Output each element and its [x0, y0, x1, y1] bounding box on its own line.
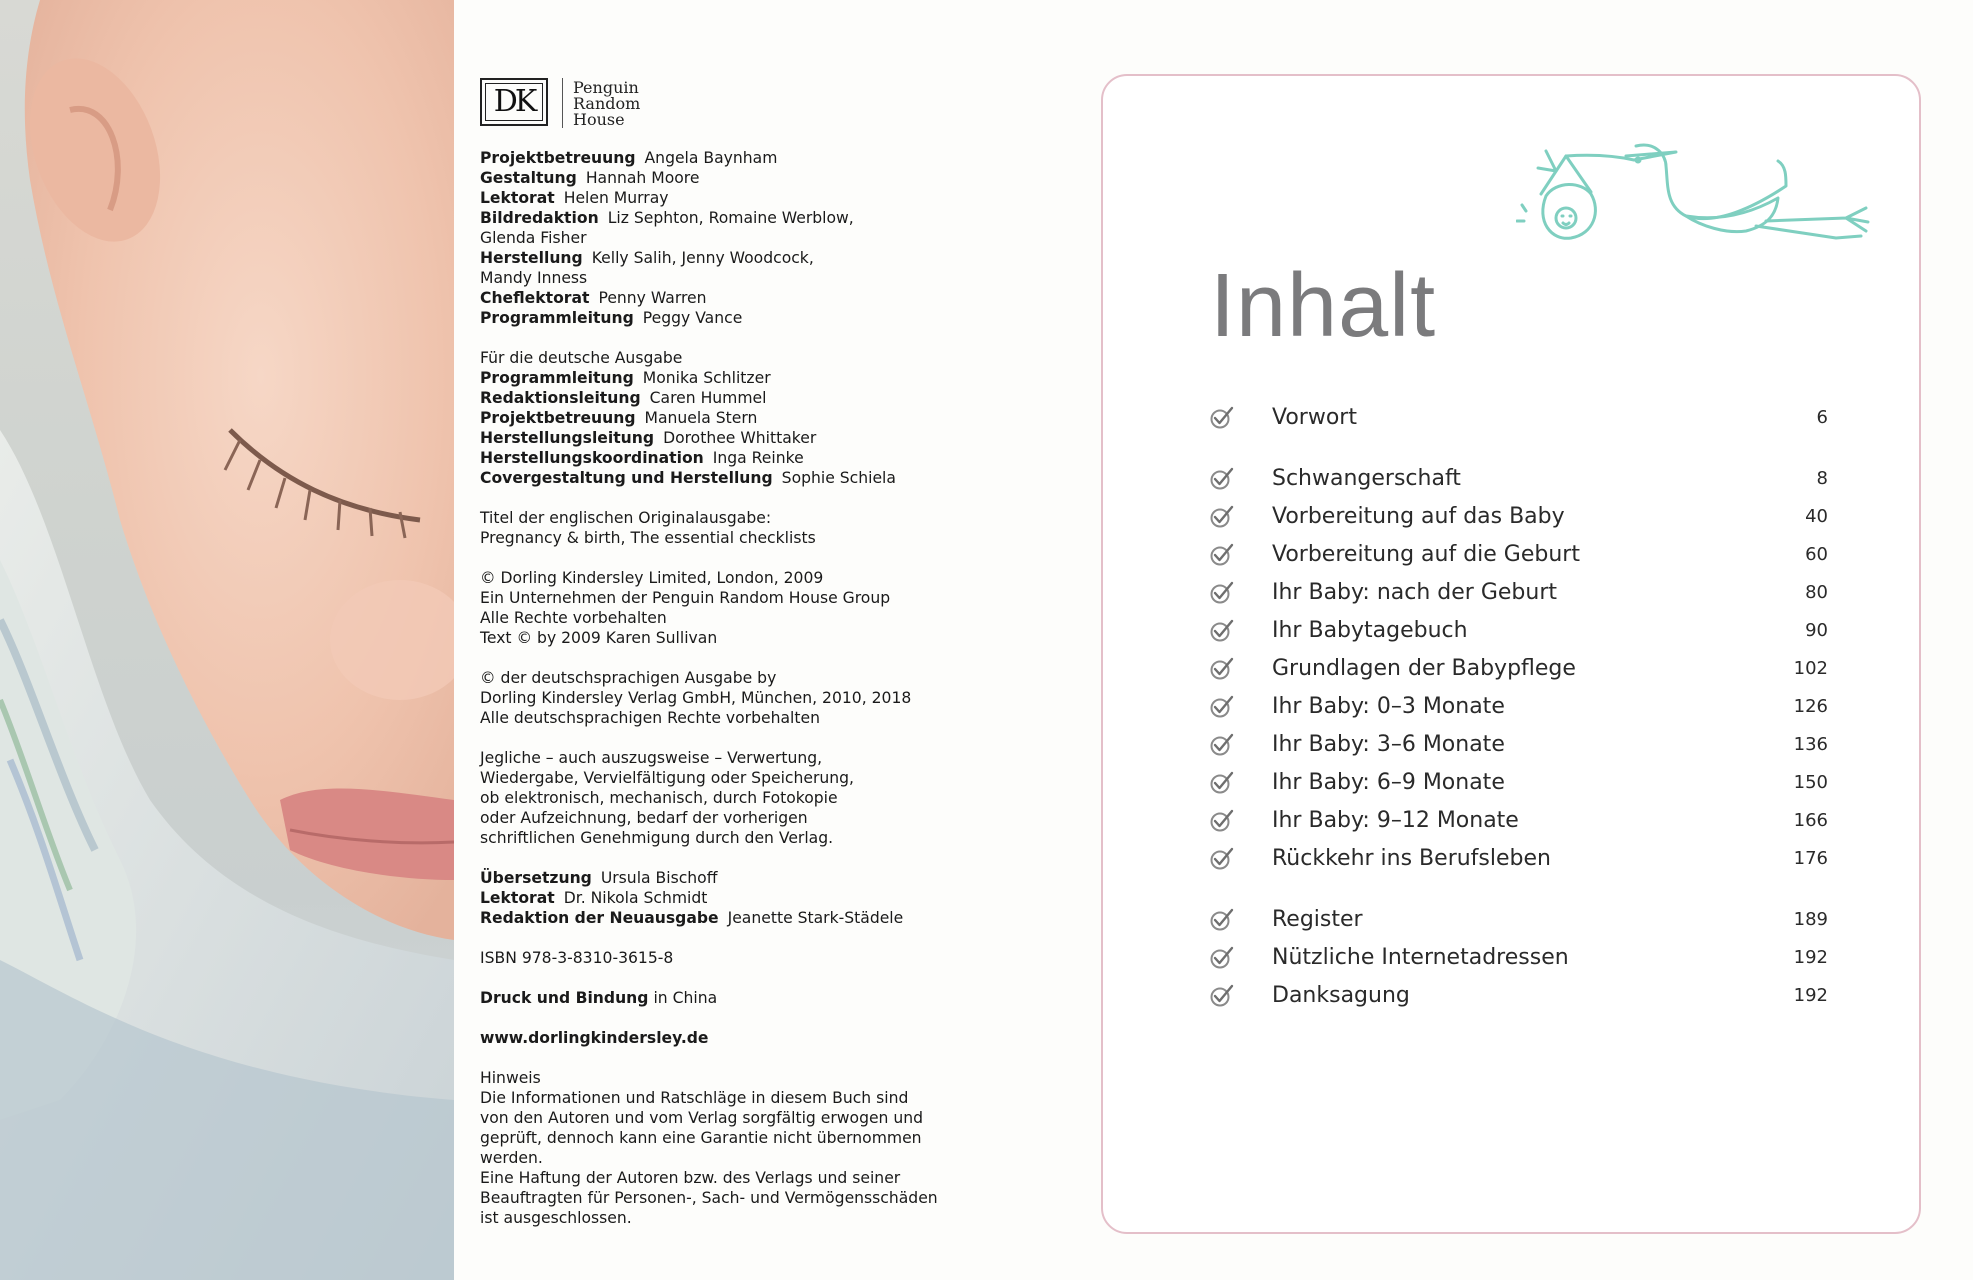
- toc-entry-page: 166: [1793, 809, 1828, 831]
- toc-entry[interactable]: [1208, 938, 1828, 976]
- toc-entry[interactable]: [1208, 900, 1828, 938]
- toc-entry[interactable]: [1208, 763, 1828, 801]
- checkmark-icon: [1208, 692, 1236, 720]
- checkmark-icon: [1208, 844, 1236, 872]
- toc-entry-label: Ihr Baby: 3–6 Monate: [1272, 731, 1505, 757]
- notice-heading: Hinweis: [480, 1069, 541, 1087]
- credit-line: Programmleitung Peggy Vance: [480, 309, 743, 327]
- toc-entry[interactable]: [1208, 839, 1828, 877]
- checkmark-icon: [1208, 540, 1236, 568]
- table-of-contents: [1208, 398, 1828, 1014]
- toc-entry-label: Vorwort: [1272, 404, 1357, 430]
- toc-entry[interactable]: [1208, 725, 1828, 763]
- toc-entry-label: Ihr Baby: 9–12 Monate: [1272, 807, 1519, 833]
- isbn: [480, 948, 920, 968]
- text-line: Jegliche – auch auszugsweise – Verwertung,: [480, 749, 823, 767]
- toc-entry-label: Nützliche Internetadressen: [1272, 944, 1569, 970]
- baby-photo: [0, 0, 454, 1280]
- publisher-logo: [480, 78, 920, 134]
- toc-entry-page: 150: [1793, 771, 1828, 793]
- checkmark-icon: [1208, 981, 1236, 1009]
- checkmark-icon: [1208, 806, 1236, 834]
- sleeping-baby-illustration: [0, 0, 454, 1280]
- copyright-uk: [480, 568, 920, 648]
- text-line: Text © by 2009 Karen Sullivan: [480, 629, 718, 647]
- stork-carrying-baby-icon: [1516, 126, 1886, 256]
- toc-entry-page: 192: [1793, 946, 1828, 968]
- toc-entry-label: Ihr Baby: nach der Geburt: [1272, 579, 1557, 605]
- checkmark-icon: [1208, 905, 1236, 933]
- credit-line: Herstellungsleitung Dorothee Whittaker: [480, 429, 817, 447]
- german-edition-heading: Für die deutsche Ausgabe: [480, 349, 683, 367]
- toc-entry-page: 6: [1816, 406, 1828, 428]
- toc-entry[interactable]: [1208, 497, 1828, 535]
- credit-line: Cheflektorat Penny Warren: [480, 289, 707, 307]
- text-line: Pregnancy & birth, The essential checklists: [480, 529, 816, 547]
- toc-entry-page: 192: [1793, 984, 1828, 1006]
- credits-translation: [480, 868, 920, 928]
- checkmark-icon: [1208, 464, 1236, 492]
- toc-entry-label: Ihr Babytagebuch: [1272, 617, 1468, 643]
- imprint-column: [480, 78, 938, 1248]
- toc-entry[interactable]: [1208, 976, 1828, 1014]
- print-info: [480, 988, 920, 1008]
- text-line: oder Aufzeichnung, bedarf der vorherigen: [480, 809, 808, 827]
- penguin-random-house-logo: [573, 78, 640, 128]
- text-line: von den Autoren und vom Verlag sorgfältig erwogen und: [480, 1109, 924, 1127]
- checkmark-icon: [1208, 730, 1236, 758]
- text-line: © Dorling Kindersley Limited, London, 2009: [480, 569, 824, 587]
- credit-line: Lektorat Dr. Nikola Schmidt: [480, 889, 708, 907]
- checkmark-icon: [1208, 578, 1236, 606]
- website-link[interactable]: www.dorlingkindersley.de: [480, 1029, 709, 1047]
- text-line: Dorling Kindersley Verlag GmbH, München, 2010, 2018: [480, 689, 912, 707]
- text-line: Beauftragten für Personen-, Sach- und Vermögensschäden: [480, 1189, 938, 1207]
- disclaimer: [480, 1068, 938, 1228]
- text-line: schriftlichen Genehmigung durch den Verlag.: [480, 829, 834, 847]
- toc-entry[interactable]: [1208, 398, 1828, 436]
- website: [480, 1028, 920, 1048]
- toc-entry[interactable]: [1208, 535, 1828, 573]
- toc-entry-label: Register: [1272, 906, 1363, 932]
- credits-german: [480, 348, 920, 488]
- checkmark-icon: [1208, 502, 1236, 530]
- credit-line: Herstellungskoordination Inga Reinke: [480, 449, 804, 467]
- original-title: [480, 508, 920, 548]
- isbn-text: ISBN 978-3-8310-3615-8: [480, 949, 674, 967]
- text-line: Alle Rechte vorbehalten: [480, 609, 667, 627]
- text-line: © der deutschsprachigen Ausgabe by: [480, 669, 777, 687]
- toc-entry-page: 90: [1805, 619, 1828, 641]
- text-line: Alle deutschsprachigen Rechte vorbehalten: [480, 709, 820, 727]
- toc-entry[interactable]: [1208, 573, 1828, 611]
- checkmark-icon: [1208, 403, 1236, 431]
- copyright-de: [480, 668, 920, 728]
- credit-line: Herstellung Kelly Salih, Jenny Woodcock,: [480, 249, 814, 267]
- credit-line: Übersetzung Ursula Bischoff: [480, 869, 718, 887]
- toc-entry[interactable]: [1208, 801, 1828, 839]
- toc-entry-page: 40: [1805, 505, 1828, 527]
- text-line: geprüft, dennoch kann eine Garantie nicht übernommen: [480, 1129, 922, 1147]
- credit-line: Redaktion der Neuausgabe Jeanette Stark-Städele: [480, 909, 904, 927]
- logo-divider: [562, 78, 563, 128]
- credit-line: Programmleitung Monika Schlitzer: [480, 369, 771, 387]
- toc-entry[interactable]: [1208, 687, 1828, 725]
- text-line: Die Informationen und Ratschläge in diesem Buch sind: [480, 1089, 909, 1107]
- dk-logo: DK: [480, 78, 548, 126]
- text-line: werden.: [480, 1149, 543, 1167]
- credit-line: Gestaltung Hannah Moore: [480, 169, 700, 187]
- credit-line: Projektbetreuung Manuela Stern: [480, 409, 758, 427]
- text-line: Titel der englischen Originalausgabe:: [480, 509, 772, 527]
- toc-entry[interactable]: [1208, 459, 1828, 497]
- checkmark-icon: [1208, 654, 1236, 682]
- toc-entry-label: Danksagung: [1272, 982, 1410, 1008]
- toc-entry-label: Ihr Baby: 6–9 Monate: [1272, 769, 1505, 795]
- toc-entry-page: 80: [1805, 581, 1828, 603]
- credit-line: Lektorat Helen Murray: [480, 189, 669, 207]
- checkmark-icon: [1208, 943, 1236, 971]
- toc-entry-page: 176: [1793, 847, 1828, 869]
- toc-entry-label: Schwangerschaft: [1272, 465, 1461, 491]
- text-line: Ein Unternehmen der Penguin Random House Group: [480, 589, 891, 607]
- credits-original: [480, 148, 920, 328]
- prh-line: Penguin: [573, 78, 639, 97]
- toc-entry-page: 189: [1793, 908, 1828, 930]
- credit-continuation: Mandy Inness: [480, 269, 588, 287]
- checkmark-icon: [1208, 616, 1236, 644]
- toc-entry-label: Rückkehr ins Berufsleben: [1272, 845, 1551, 871]
- credit-line: Covergestaltung und Herstellung Sophie Schiela: [480, 469, 896, 487]
- contents-card: [1101, 74, 1921, 1234]
- toc-entry-label: Grundlagen der Babypflege: [1272, 655, 1576, 681]
- toc-entry-page: 126: [1793, 695, 1828, 717]
- text-line: ist ausgeschlossen.: [480, 1209, 632, 1227]
- toc-entry-label: Vorbereitung auf das Baby: [1272, 503, 1565, 529]
- checkmark-icon: [1208, 768, 1236, 796]
- text-line: Eine Haftung der Autoren bzw. des Verlags und seiner: [480, 1169, 901, 1187]
- toc-entry-page: 60: [1805, 543, 1828, 565]
- toc-entry-page: 8: [1816, 467, 1828, 489]
- prh-line: Random: [573, 94, 641, 113]
- rights-notice: [480, 748, 920, 848]
- contents-title: Inhalt: [1210, 256, 1437, 356]
- credit-line: Bildredaktion Liz Sephton, Romaine Werblow,: [480, 209, 854, 227]
- credit-line: Druck und Bindung in China: [480, 989, 718, 1007]
- text-line: ob elektronisch, mechanisch, durch Fotokopie: [480, 789, 838, 807]
- prh-line: House: [573, 110, 625, 129]
- toc-entry-page: 136: [1793, 733, 1828, 755]
- text-line: Wiedergabe, Vervielfältigung oder Speicherung,: [480, 769, 854, 787]
- toc-entry-label: Ihr Baby: 0–3 Monate: [1272, 693, 1505, 719]
- toc-entry[interactable]: [1208, 649, 1828, 687]
- toc-entry[interactable]: [1208, 611, 1828, 649]
- toc-entry-page: 102: [1793, 657, 1828, 679]
- credit-line: Projektbetreuung Angela Baynham: [480, 149, 778, 167]
- toc-entry-label: Vorbereitung auf die Geburt: [1272, 541, 1580, 567]
- credit-line: Redaktionsleitung Caren Hummel: [480, 389, 767, 407]
- credit-continuation: Glenda Fisher: [480, 229, 587, 247]
